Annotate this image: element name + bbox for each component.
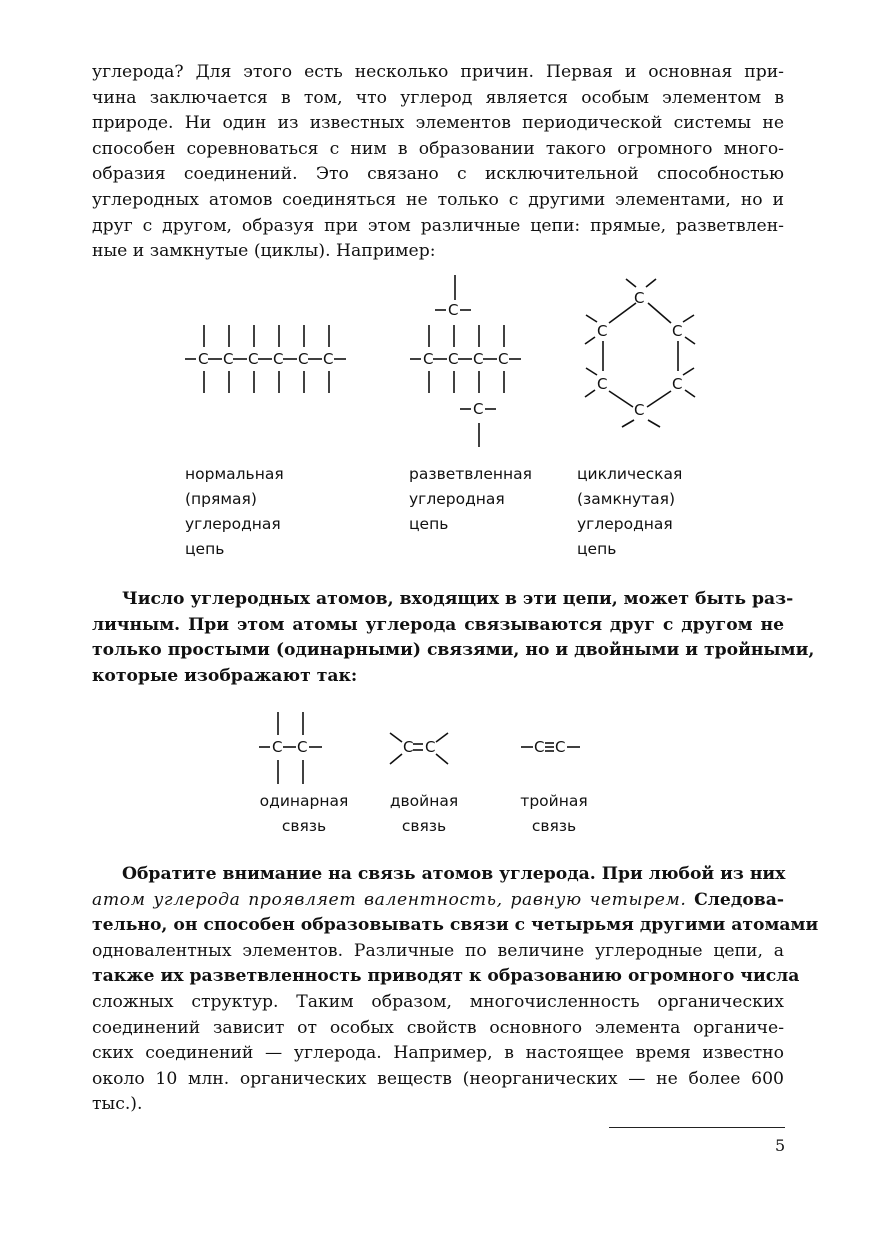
- text-line: которые изображают так:: [92, 665, 358, 686]
- caption-line: (замкнутая): [577, 490, 676, 508]
- text-line: углерода? Для этого есть несколько причин. Первая и основная при-: [92, 62, 784, 82]
- caption-line: углеродная: [185, 515, 281, 533]
- text-line: личным. При этом атомы углерода связываются друг с другом не: [92, 614, 784, 635]
- text-line: одновалентных элементов. Различные по величине углеродные цепи, а: [92, 940, 784, 961]
- caption-line: связь: [281, 817, 327, 835]
- carbon-atom-label: C: [298, 350, 309, 368]
- carbon-atom-label: C: [634, 401, 645, 419]
- text-line: также их разветвленность приводят к образованию огромного числа: [92, 966, 800, 987]
- text-line: около 10 млн. органических веществ (неорганических — не более 600: [92, 1068, 784, 1089]
- carbon-atom-label: C: [534, 738, 545, 756]
- carbon-atom-label: C: [272, 738, 283, 756]
- carbon-atom-label: C: [425, 738, 436, 756]
- caption-line: цепь: [409, 515, 449, 533]
- text-line: тыс.).: [92, 1094, 143, 1115]
- bond-types-figure: [0, 700, 875, 800]
- text-fragment: Следова-: [686, 889, 784, 910]
- caption-line: углеродная: [577, 515, 673, 533]
- carbon-atom-label: C: [403, 738, 414, 756]
- text-line: сложных структур. Таким образом, многочисленность органических: [92, 991, 784, 1012]
- caption-triple-bond: [518, 789, 590, 839]
- footer-rule: [609, 1127, 785, 1128]
- caption-cyclic-chain: [577, 462, 682, 562]
- caption-line: связь: [401, 817, 447, 835]
- page-number: 5: [775, 1136, 786, 1155]
- caption-line: цепь: [577, 540, 617, 558]
- carbon-atom-label: C: [634, 289, 645, 307]
- single-bond-structure: [259, 712, 322, 784]
- emphasis-italic: атом углерода проявляет валентность, равную четырем.: [92, 889, 687, 910]
- text-line-mixed: [92, 888, 784, 914]
- text-line: чина заключается в том, что углерод является особым элементом в: [92, 87, 784, 108]
- branched-chain-structure: [410, 275, 521, 447]
- text-line: тельно, он способен образовывать связи с четырьмя другими атомами: [92, 915, 819, 936]
- text-line: ные и замкнутые (циклы). Например:: [92, 241, 436, 262]
- carbon-atom-label: C: [323, 350, 334, 368]
- caption-line: циклическая: [577, 465, 683, 483]
- text-line: способен соревноваться с ним в образовании такого огромного много-: [92, 138, 784, 159]
- carbon-atom-label: C: [672, 322, 683, 340]
- text-line: соединений зависит от особых свойств основного элемента органиче-: [92, 1017, 784, 1038]
- text-line: образия соединений. Это связано с исключительной способностью: [92, 164, 784, 185]
- carbon-atom-label: C: [273, 350, 284, 368]
- caption-line: (прямая): [185, 490, 257, 508]
- text-line: ских соединений — углерода. Например, в настоящее время известно: [92, 1043, 784, 1064]
- carbon-atom-label: C: [597, 322, 608, 340]
- carbon-atom-label: C: [223, 350, 234, 368]
- caption-branched-chain: [409, 462, 532, 537]
- caption-line: двойная: [389, 792, 459, 810]
- text-line: углеродных атомов соединяться не только с другими элементами, но и: [92, 189, 784, 210]
- caption-normal-chain: [185, 462, 284, 562]
- text-line: Число углеродных атомов, входящих в эти цепи, может быть раз-: [122, 589, 794, 609]
- text-line: природе. Ни один из известных элементов периодической системы не: [92, 113, 784, 134]
- carbon-atom-label: C: [555, 738, 566, 756]
- carbon-atom-label: C: [448, 350, 459, 368]
- paragraph-intro: [92, 60, 784, 265]
- cyclic-chain-structure: [585, 279, 695, 427]
- carbon-atom-label: C: [297, 738, 308, 756]
- caption-line: разветвленная: [409, 465, 532, 483]
- text-line: только простыми (одинарными) связями, но и двойными и тройными,: [92, 640, 815, 661]
- carbon-atom-label: C: [473, 400, 484, 418]
- carbon-atom-label: C: [597, 375, 608, 393]
- carbon-atom-label: C: [448, 301, 459, 319]
- caption-line: цепь: [185, 540, 225, 558]
- text-line: Обратите внимание на связь атомов углерода. При любой из них: [122, 864, 786, 884]
- carbon-atom-label: C: [473, 350, 484, 368]
- carbon-atom-label: C: [248, 350, 259, 368]
- normal-chain-structure: [185, 325, 346, 393]
- carbon-atom-label: C: [672, 375, 683, 393]
- caption-line: углеродная: [409, 490, 505, 508]
- paragraph-bonds: [92, 587, 815, 689]
- carbon-atom-label: C: [423, 350, 434, 368]
- caption-line: одинарная: [259, 792, 349, 810]
- caption-double-bond: [388, 789, 460, 839]
- carbon-atom-label: C: [498, 350, 509, 368]
- caption-line: тройная: [520, 792, 588, 810]
- paragraph-valence: [92, 862, 819, 1118]
- triple-bond-structure: [521, 738, 580, 756]
- caption-line: связь: [531, 817, 577, 835]
- caption-line: нормальная: [185, 465, 284, 483]
- text-line: друг с другом, образуя при этом различные цепи: прямые, разветвлен-: [92, 215, 784, 236]
- carbon-atom-label: C: [198, 350, 209, 368]
- caption-single-bond: [258, 789, 350, 839]
- double-bond-structure: [390, 733, 448, 764]
